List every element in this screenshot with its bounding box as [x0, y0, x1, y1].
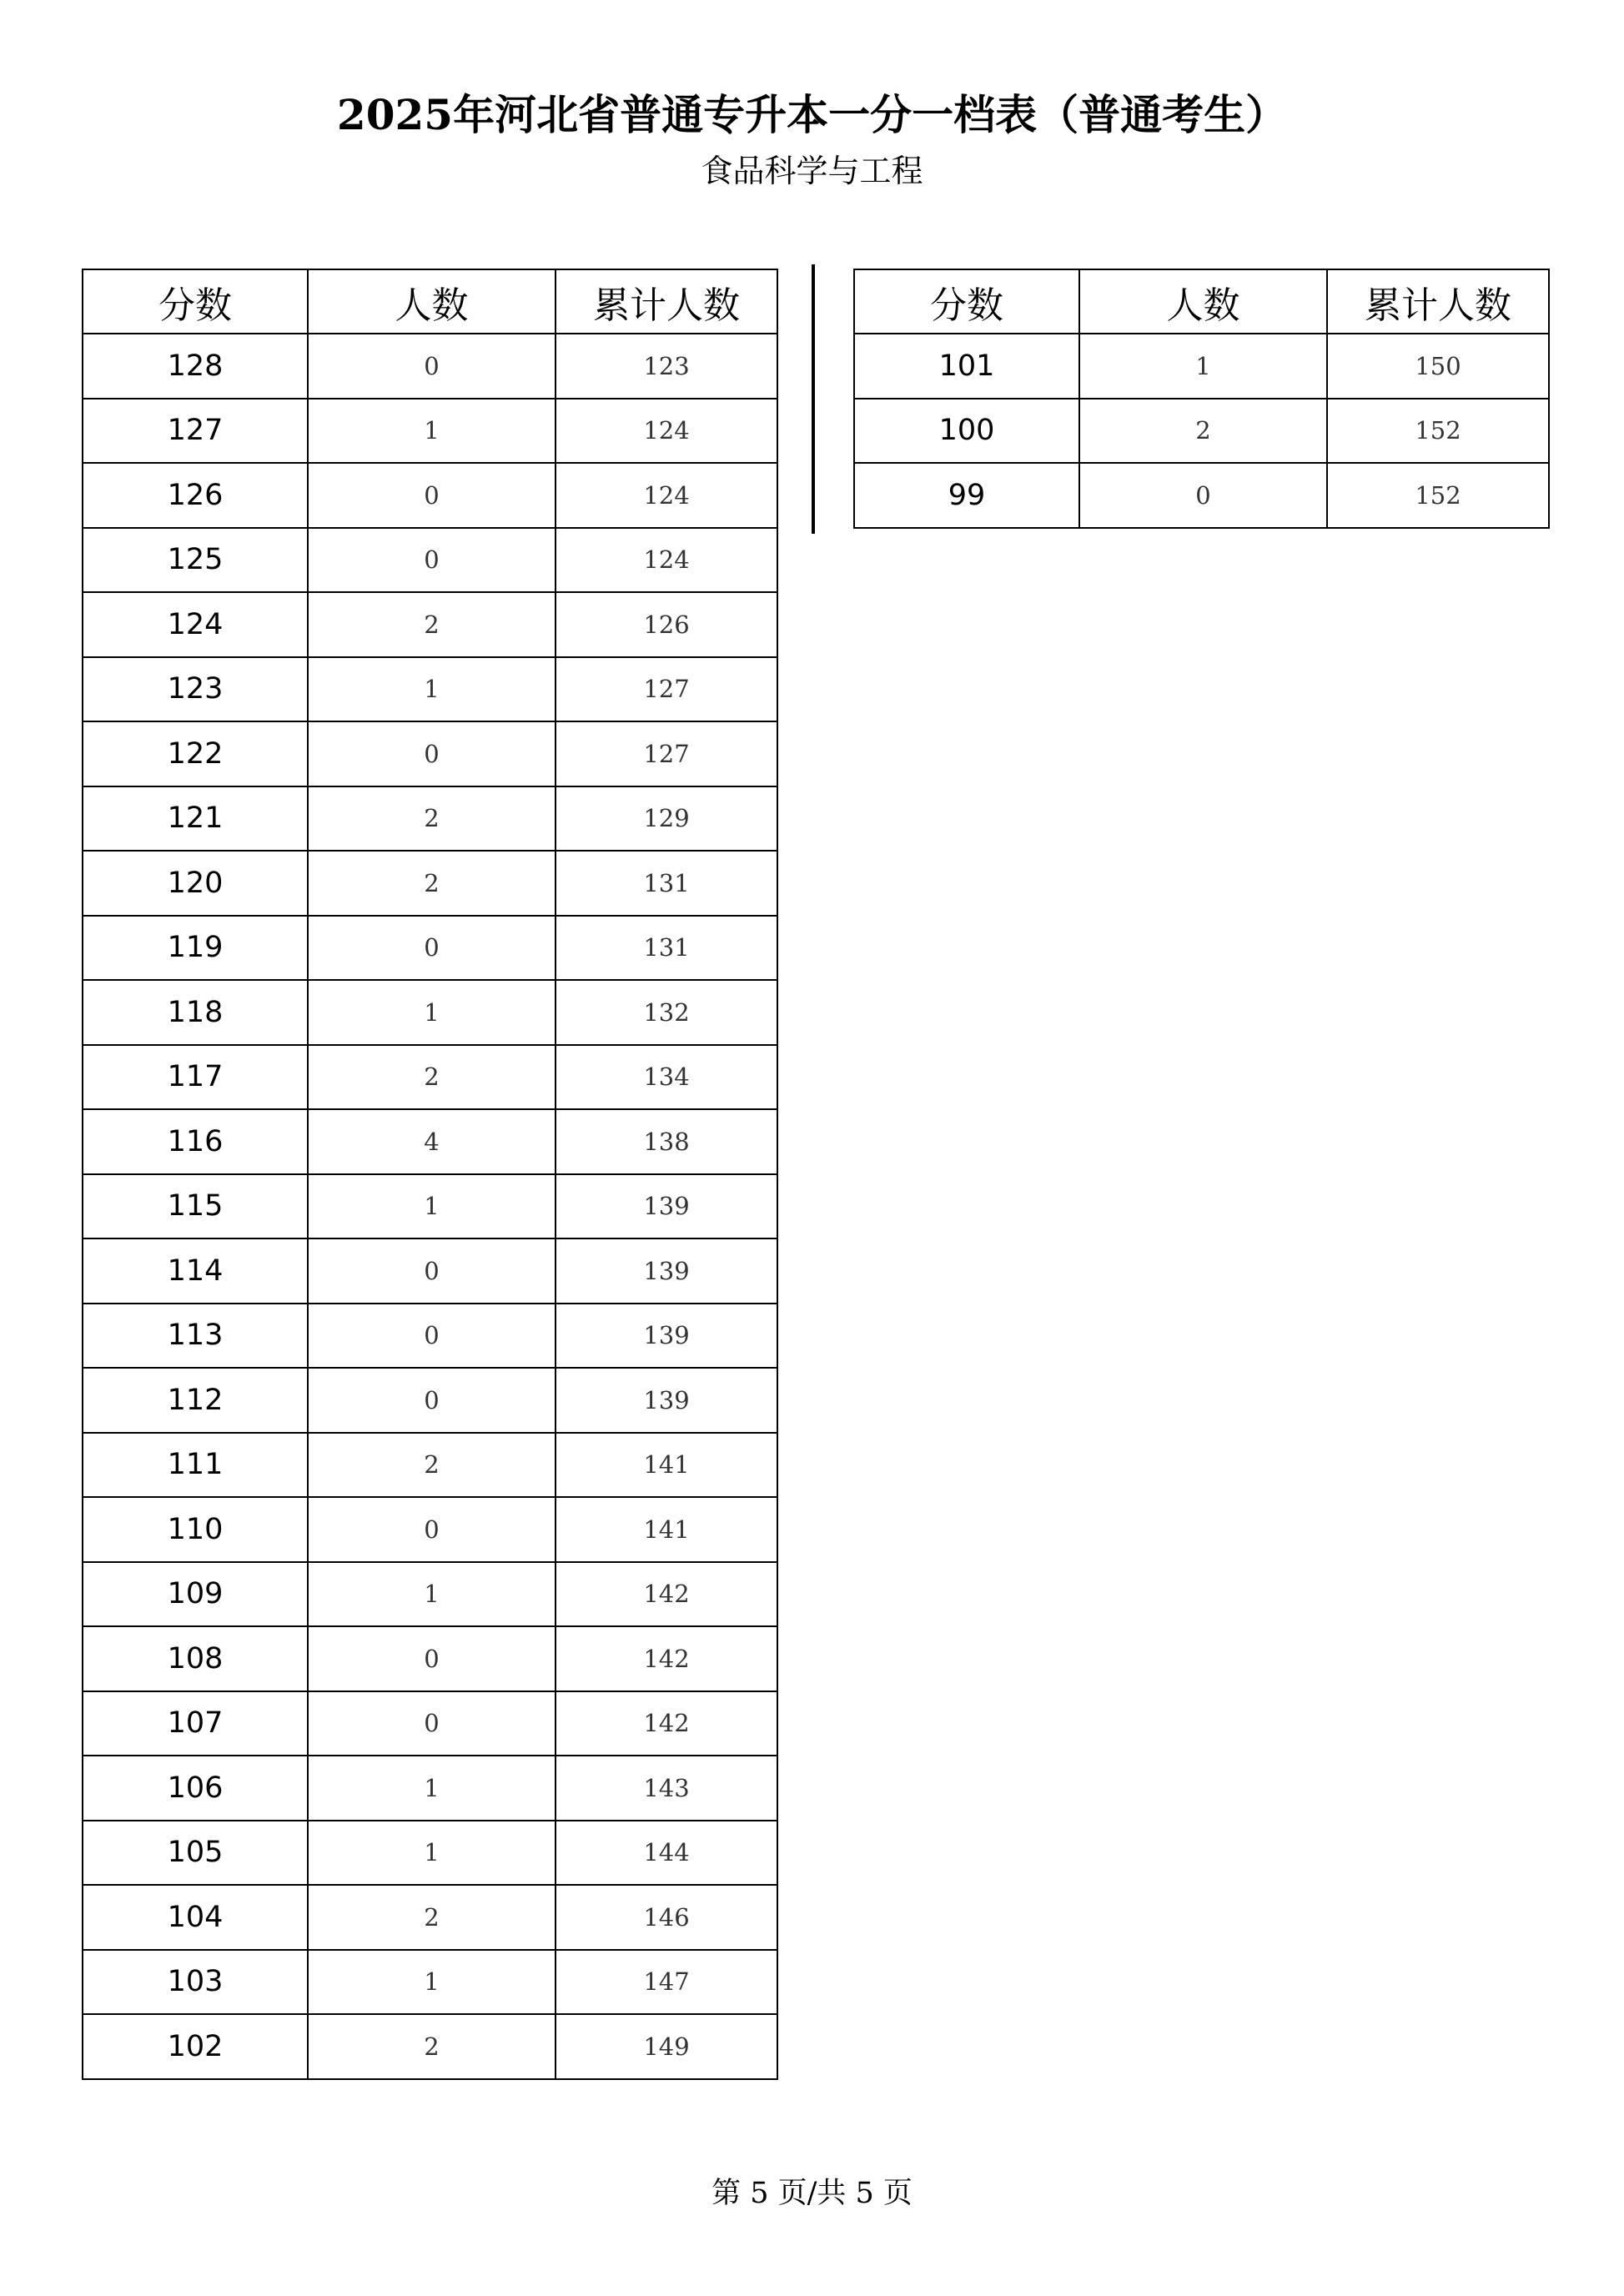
score-cell: 105	[83, 1821, 308, 1886]
count-cell: 2	[308, 851, 556, 916]
score-cell: 113	[83, 1304, 308, 1369]
count-cell: 1	[308, 1174, 556, 1239]
cumulative-cell: 126	[556, 592, 777, 657]
count-cell: 0	[308, 1497, 556, 1562]
cumulative-cell: 146	[556, 1885, 777, 1950]
cumulative-cell: 124	[556, 463, 777, 528]
table-row	[83, 1368, 777, 1433]
score-cell: 109	[83, 1562, 308, 1627]
score-cell: 100	[854, 399, 1079, 464]
table-row	[83, 1045, 777, 1110]
header-score: 分数	[854, 269, 1079, 334]
header-score: 分数	[83, 269, 308, 334]
cumulative-cell: 138	[556, 1109, 777, 1174]
cumulative-cell: 142	[556, 1626, 777, 1691]
count-cell: 2	[308, 1433, 556, 1498]
cumulative-cell: 131	[556, 851, 777, 916]
table-row	[83, 1562, 777, 1627]
header-count: 人数	[308, 269, 556, 334]
major-subtitle: 食品科学与工程	[701, 153, 923, 189]
count-cell: 1	[1079, 334, 1327, 399]
cumulative-cell: 142	[556, 1562, 777, 1627]
score-cell: 118	[83, 980, 308, 1045]
score-cell: 120	[83, 851, 308, 916]
score-cell: 123	[83, 657, 308, 722]
score-cell: 116	[83, 1109, 308, 1174]
cumulative-cell: 143	[556, 1756, 777, 1821]
cumulative-cell: 134	[556, 1045, 777, 1110]
cumulative-cell: 141	[556, 1433, 777, 1498]
cumulative-cell: 124	[556, 528, 777, 593]
cumulative-cell: 129	[556, 786, 777, 852]
score-cell: 103	[83, 1950, 308, 2015]
table-row	[83, 2014, 777, 2079]
table-row	[83, 1174, 777, 1239]
score-cell: 107	[83, 1691, 308, 1756]
score-cell: 104	[83, 1885, 308, 1950]
count-cell: 0	[308, 1238, 556, 1304]
count-cell: 1	[308, 399, 556, 464]
table-row	[83, 1691, 777, 1756]
score-cell: 127	[83, 399, 308, 464]
table-row	[83, 1109, 777, 1174]
table-row	[83, 786, 777, 852]
table-row	[83, 592, 777, 657]
count-cell: 0	[1079, 463, 1327, 528]
count-cell: 1	[308, 1821, 556, 1886]
score-cell: 125	[83, 528, 308, 593]
cumulative-cell: 150	[1327, 334, 1549, 399]
count-cell: 1	[308, 1562, 556, 1627]
table-row	[854, 399, 1549, 464]
score-cell: 128	[83, 334, 308, 399]
score-cell: 121	[83, 786, 308, 852]
table-row	[83, 528, 777, 593]
cumulative-cell: 147	[556, 1950, 777, 2015]
score-cell: 115	[83, 1174, 308, 1239]
count-cell: 2	[1079, 399, 1327, 464]
table-row	[83, 851, 777, 916]
score-cell: 119	[83, 916, 308, 981]
cumulative-cell: 123	[556, 334, 777, 399]
count-cell: 0	[308, 721, 556, 786]
cumulative-cell: 139	[556, 1368, 777, 1433]
count-cell: 2	[308, 786, 556, 852]
count-cell: 2	[308, 1885, 556, 1950]
count-cell: 1	[308, 980, 556, 1045]
cumulative-cell: 139	[556, 1304, 777, 1369]
table-row	[854, 334, 1549, 399]
table-body-right	[854, 334, 1549, 528]
count-cell: 4	[308, 1109, 556, 1174]
header-count: 人数	[1079, 269, 1327, 334]
score-cell: 122	[83, 721, 308, 786]
score-cell: 111	[83, 1433, 308, 1498]
count-cell: 1	[308, 1756, 556, 1821]
cumulative-cell: 127	[556, 657, 777, 722]
score-cell: 99	[854, 463, 1079, 528]
score-cell: 126	[83, 463, 308, 528]
count-cell: 0	[308, 463, 556, 528]
cumulative-cell: 127	[556, 721, 777, 786]
score-cell: 114	[83, 1238, 308, 1304]
score-table-right	[853, 269, 1550, 529]
score-cell: 102	[83, 2014, 308, 2079]
table-row	[83, 916, 777, 981]
score-cell: 110	[83, 1497, 308, 1562]
table-row	[83, 334, 777, 399]
count-cell: 0	[308, 334, 556, 399]
cumulative-cell: 131	[556, 916, 777, 981]
page-footer: 第 5 页/共 5 页	[711, 2177, 913, 2210]
score-cell: 106	[83, 1756, 308, 1821]
table-row	[83, 657, 777, 722]
table-row	[83, 463, 777, 528]
score-cell: 112	[83, 1368, 308, 1433]
cumulative-cell: 141	[556, 1497, 777, 1562]
cumulative-cell: 139	[556, 1238, 777, 1304]
score-cell: 117	[83, 1045, 308, 1110]
table-row	[83, 1497, 777, 1562]
table-header-row	[854, 269, 1549, 334]
count-cell: 2	[308, 1045, 556, 1110]
score-table-left	[82, 269, 778, 2080]
table-row	[83, 1626, 777, 1691]
count-cell: 1	[308, 657, 556, 722]
table-row	[83, 1885, 777, 1950]
column-divider	[812, 264, 815, 534]
table-row	[83, 721, 777, 786]
table-row	[83, 1950, 777, 2015]
table-row	[83, 980, 777, 1045]
cumulative-cell: 152	[1327, 399, 1549, 464]
table-row	[83, 1433, 777, 1498]
cumulative-cell: 142	[556, 1691, 777, 1756]
cumulative-cell: 124	[556, 399, 777, 464]
count-cell: 0	[308, 916, 556, 981]
table-header-row	[83, 269, 777, 334]
cumulative-cell: 132	[556, 980, 777, 1045]
score-cell: 124	[83, 592, 308, 657]
count-cell: 2	[308, 592, 556, 657]
count-cell: 2	[308, 2014, 556, 2079]
table-row	[83, 1304, 777, 1369]
count-cell: 0	[308, 1691, 556, 1756]
cumulative-cell: 152	[1327, 463, 1549, 528]
cumulative-cell: 139	[556, 1174, 777, 1239]
score-cell: 101	[854, 334, 1079, 399]
cumulative-cell: 149	[556, 2014, 777, 2079]
table-row	[854, 463, 1549, 528]
table-row	[83, 399, 777, 464]
cumulative-cell: 144	[556, 1821, 777, 1886]
table-row	[83, 1821, 777, 1886]
page-title: 2025年河北省普通专升本一分一档表（普通考生）	[336, 90, 1288, 139]
score-cell: 108	[83, 1626, 308, 1691]
count-cell: 1	[308, 1950, 556, 2015]
count-cell: 0	[308, 528, 556, 593]
header-cumulative: 累计人数	[556, 269, 777, 334]
count-cell: 0	[308, 1368, 556, 1433]
count-cell: 0	[308, 1304, 556, 1369]
table-row	[83, 1756, 777, 1821]
count-cell: 0	[308, 1626, 556, 1691]
header-cumulative: 累计人数	[1327, 269, 1549, 334]
table-body-left	[83, 334, 777, 2079]
table-row	[83, 1238, 777, 1304]
